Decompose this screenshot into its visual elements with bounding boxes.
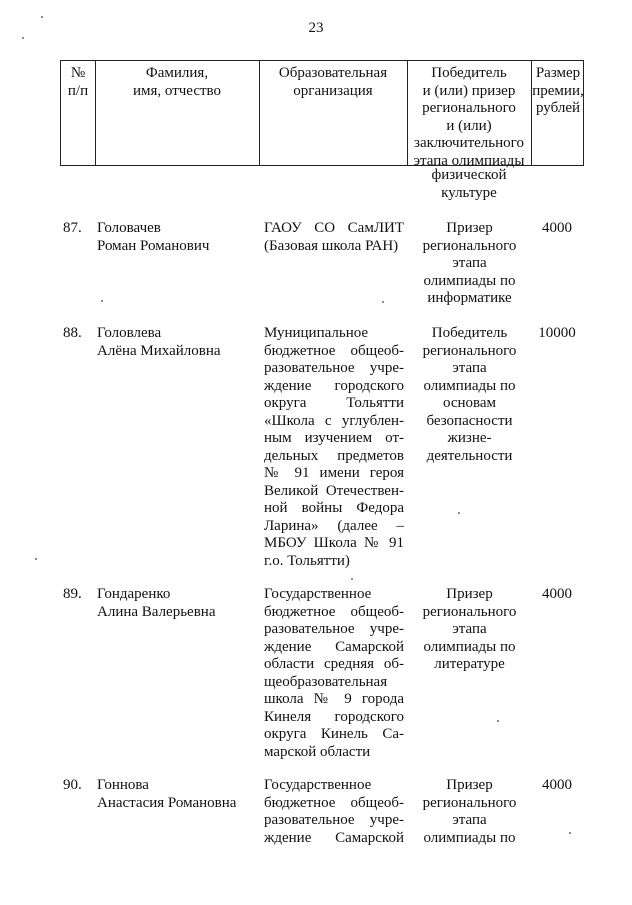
row-name: Гондаренко Алина Валерьевна <box>97 586 216 620</box>
row-award: Призер регионального этапа олимпиады по информатике <box>422 220 517 306</box>
header-col-prize: Размер премии, рублей <box>532 65 584 116</box>
row-award: Призер регионального этапа олимпиады по литературе <box>422 586 517 672</box>
row-organization: Муниципальное бюджетное общеоб- разовательное учре- ждение городского округа Тольятти «Школа с углублен- ным изучением от- дельных предметов № 91 имени героя Великой Отечествен- ной войны Федора Ларина» (далее – МБОУ Школа № 91 г.о. Тольятти) <box>264 325 404 569</box>
scan-speck <box>41 16 43 18</box>
page-number: 23 <box>308 20 324 36</box>
scan-speck <box>351 578 353 580</box>
row-organization: Государственное бюджетное общеоб- разовательное учре- ждение Самарской <box>264 777 404 846</box>
row-prize: 4000 <box>542 586 572 602</box>
scan-speck <box>22 37 24 39</box>
scan-speck <box>569 832 571 834</box>
row-name: Головачев Роман Романович <box>97 220 210 254</box>
row-award: Призер регионального этапа олимпиады по <box>422 777 517 846</box>
scan-speck <box>497 720 499 722</box>
header-award-continuation: физической культуре <box>431 167 507 201</box>
row-organization: Государственное бюджетное общеоб- разовательное учре- ждение Самарской области средняя об- щеобразовательная школа № 9 города Кинеля городского округа Кинель Са- марской области <box>264 586 404 760</box>
scan-speck <box>458 512 460 514</box>
row-number: 89. <box>63 586 82 602</box>
table-header <box>60 60 584 169</box>
row-name: Гоннова Анастасия Романовна <box>97 777 237 811</box>
header-col-award: Победитель и (или) призер регионального и (или) заключительного этапа олимпиады <box>413 65 525 169</box>
row-number: 88. <box>63 325 82 341</box>
header-col-number: № п/п <box>67 65 89 99</box>
row-organization: ГАОУ СО СамЛИТ (Базовая школа РАН) <box>264 220 404 254</box>
row-name: Головлева Алёна Михайловна <box>97 325 221 359</box>
row-number: 87. <box>63 220 82 236</box>
scan-speck <box>35 558 37 560</box>
row-number: 90. <box>63 777 82 793</box>
scan-speck <box>382 301 384 303</box>
row-award: Победитель регионального этапа олимпиады по основам безопасности жизне- деятельности <box>422 325 517 464</box>
scan-speck <box>101 300 103 302</box>
header-col-org: Образовательная организация <box>278 65 388 99</box>
header-col-name: Фамилия, имя, отчество <box>132 65 222 99</box>
row-prize: 10000 <box>538 325 576 341</box>
row-prize: 4000 <box>542 220 572 236</box>
row-prize: 4000 <box>542 777 572 793</box>
